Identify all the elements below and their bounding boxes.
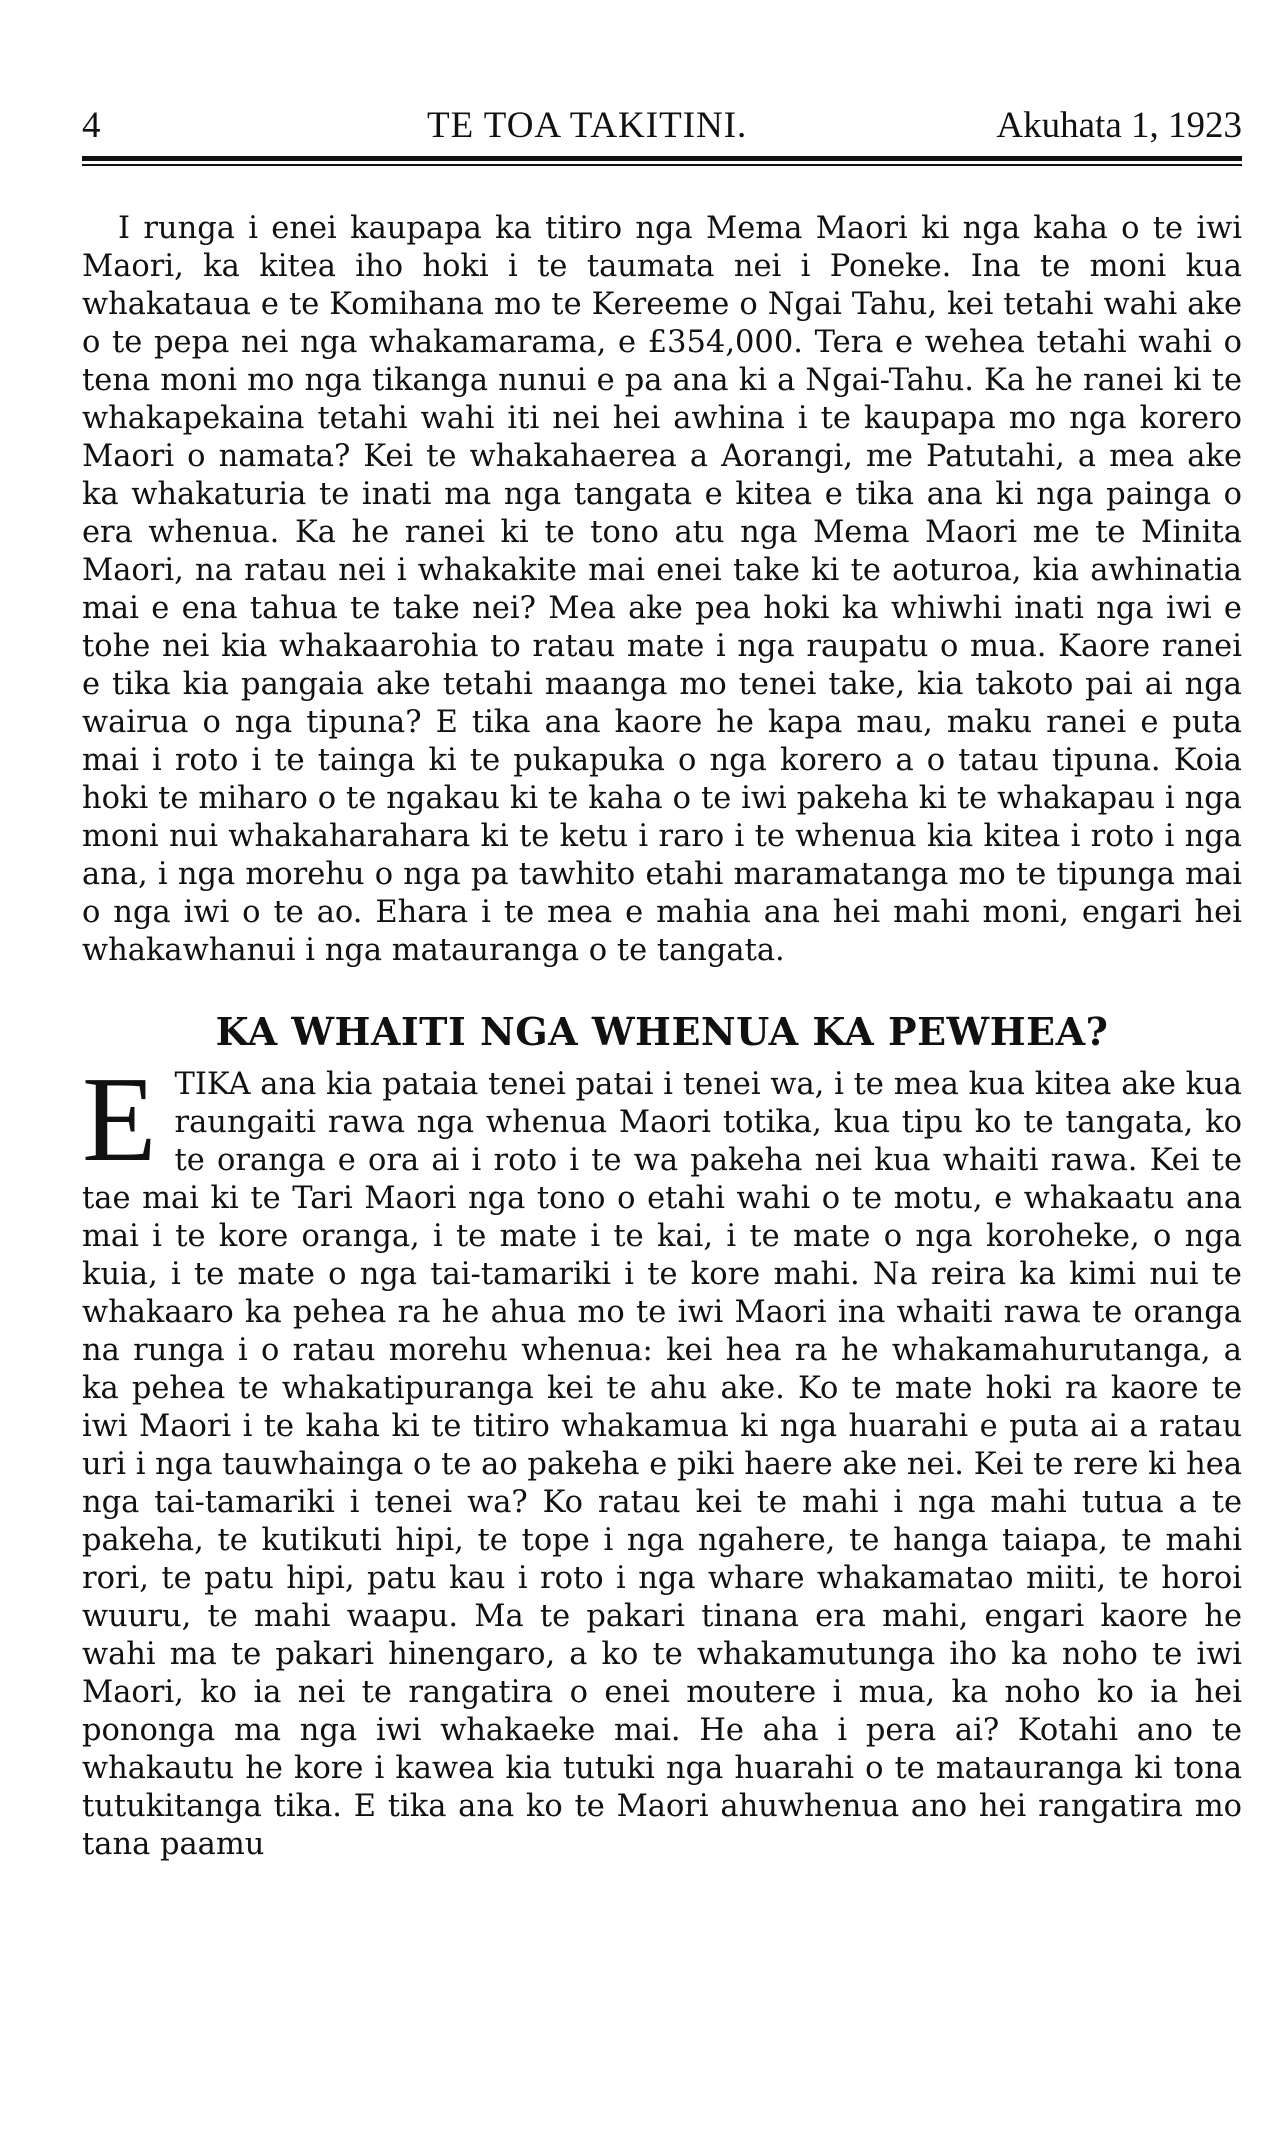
page-number: 4	[82, 105, 101, 146]
publication-title: TE TOA TAKITINI.	[427, 105, 748, 146]
page-header	[82, 100, 1242, 152]
article-paragraph-2	[82, 1052, 1242, 1864]
issue-date: Akuhata 1, 1923	[996, 105, 1242, 146]
header-rule-thick	[82, 156, 1242, 161]
article-paragraph-2-text: TIKA ana kia pataia tenei patai i tenei wa, i te mea kua kitea ake kua raungaiti rawa nga whenua Maori totika, kua tipu ko te tangata, ko te oranga e ora ai i roto i te wa pakeha nei kua whaiti rawa. Kei te tae mai ki te Tari Maori nga tono o etahi wahi o te motu, e whakaatu ana mai i te kore oranga, i te mate i te kai, i te mate o nga koroheke, o nga kuia, i te mate o nga tai-tamariki i te kore mahi. Na reira ka kimi nui te whakaaro ka pehea ra he ahua mo te iwi Maori ina whaiti rawa te oranga na runga i o ratau morehu whenua: kei hea ra he whakamahurutanga, a ka pehea te whakatipuranga kei te ahu ake. Ko te mate hoki ra kaore te iwi Maori i te kaha ki te titiro whakamua ki nga huarahi e puta ai a ratau uri i nga tauwhainga o te ao pakeha e piki haere ake nei. Kei te rere ki hea nga tai-tamariki i tenei wa? Ko ratau kei te mahi i nga mahi tutua a te pakeha, te kutikuti hipi, te tope i nga ngahere, te hanga taiapa, te mahi rori, te patu hipi, patu kau i roto i nga whare whakamatao miiti, te horoi wuuru, te mahi waapu. Ma te pakari tinana era mahi, engari kaore he wahi ma te pakari hinengaro, a ko te whakamutunga iho ka noho te iwi Maori, ko ia nei te rangatira o enei moutere i mua, ka noho ko ia hei pononga ma nga iwi whakaeke mai. He aha i pera ai? Kotahi ano te whakautu he kore i kawea kia tutuki nga huarahi o te matauranga ki tona tutukitanga tika. E tika ana ko te Maori ahuwhenua ano hei rangatira mo tana paamu	[82, 1067, 1242, 1862]
newspaper-page	[82, 100, 1242, 1864]
article-headline: KA WHAITI NGA WHENUA KA PEWHEA?	[215, 1009, 1109, 1054]
drop-cap: E	[82, 1052, 157, 1187]
header-rule-thin	[82, 164, 1242, 166]
article-paragraph-1: I runga i enei kaupapa ka titiro nga Mema Maori ki nga kaha o te iwi Maori, ka kitea iho hoki i te taumata nei i Poneke. Ina te moni kua whakataua e te Komihana mo te Kereeme o Ngai Tahu, kei tetahi wahi ake o te pepa nei nga whakamarama, e £354,000. Tera e wehea tetahi wahi o tena moni mo nga tikanga nunui e pa ana ki a Ngai-Tahu. Ka he ranei ki te whakapekaina tetahi wahi iti nei hei awhina i te kaupapa mo nga korero Maori o namata? Kei te whakahaerea a Aorangi, me Patutahi, a mea ake ka whakaturia te inati ma nga tangata e kitea e tika ana ki nga painga o era whenua. Ka he ranei ki te tono atu nga Mema Maori me te Minita Maori, na ratau nei i whakakite mai enei take ki te aoturoa, kia awhinatia mai e ena tahua te take nei? Mea ake pea hoki ka whiwhi inati nga iwi e tohe nei kia whakaarohia to ratau mate i nga raupatu o mua. Kaore ranei e tika kia pangaia ake tetahi maanga mo tenei take, kia takoto pai ai nga wairua o nga tipuna? E tika ana kaore he kapa mau, maku ranei e puta mai i roto i te tainga ki te pukapuka o nga korero a o tatau tipuna. Koia hoki te miharo o te ngakau ki te kaha o te iwi pakeha ki te whakapau i nga moni nui whakaharahara ki te ketu i raro i te whenua kia kitea i roto i nga ana, i nga morehu o nga pa tawhito etahi maramatanga mo te tipunga mai o nga iwi o te ao. Ehara i te mea e mahia ana hei mahi moni, engari hei whakawhanui i nga matauranga o te tangata.	[82, 211, 1242, 968]
